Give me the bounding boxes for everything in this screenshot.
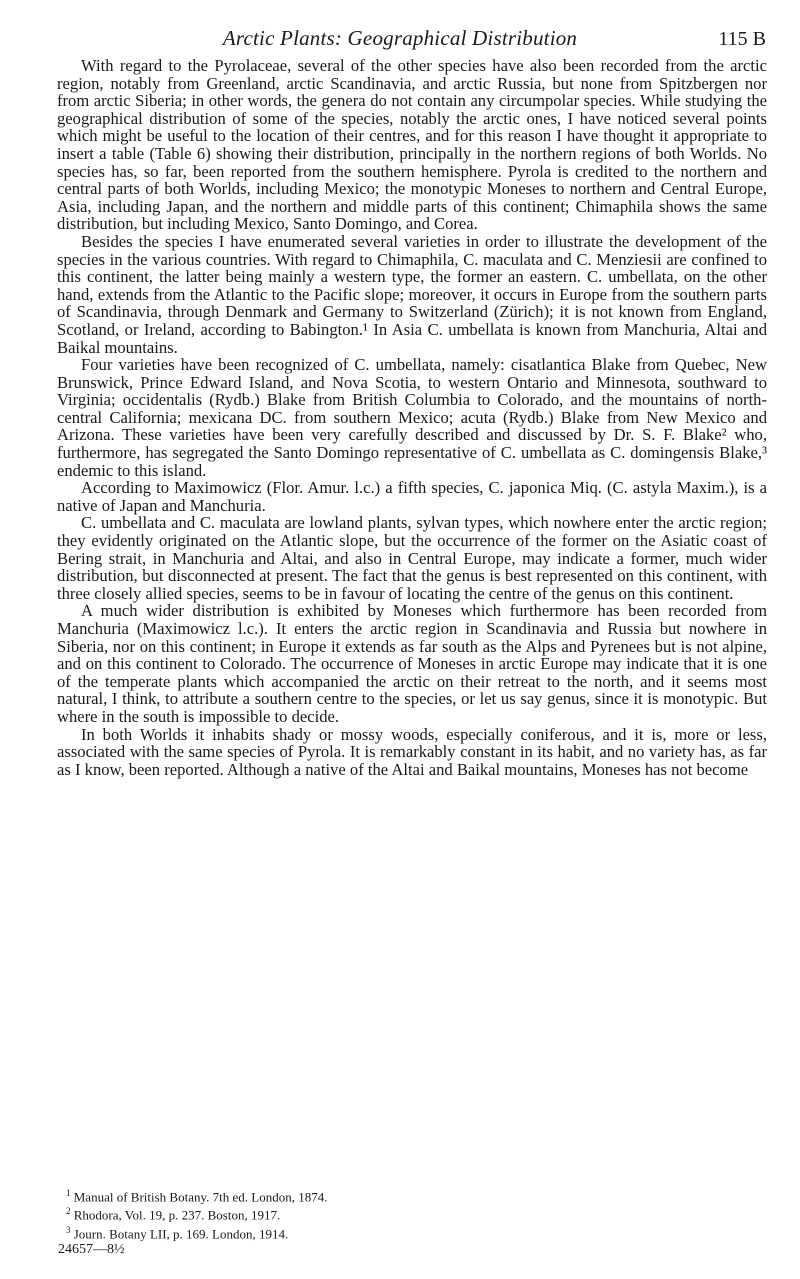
paragraph-moneses-distribution: A much wider distribution is exhibited by Moneses which furthermore has been recorded from Manchuria (Maximowicz l.c.). It enters the arctic region in Scandinavia and Russia but nowhere in Siberia, nor on this continent; in Europe it extends as far south as the Alps and Pyrenees but is not alpine, and on this continent to Colorado. The occurrence of Moneses in arctic Europe may indicate that it is one of the temperate plants which accompanied the arctic on their retreat to the north, and it seems most natural, I think, to attribute a southern centre to the species, or let us say genus, since it is monotypic. But where in the south is impossible to decide. bbox=[57, 601, 767, 726]
paragraph-pyrolaceae-distribution: With regard to the Pyrolaceae, several of the other species have also been recorded from the arctic region, notably from Greenland, arctic Scandinavia, and arctic Russia, but none from Spitzbergen nor from arctic Siberia; in other words, the genera do not contain any circumpolar species. While studying the geographical distribution of some of the species, notably the arctic ones, I have noticed several points which might be useful to the location of their centres, and for this reason I have thought it appropriate to insert a table (Table 6) showing their distribution, principally in the northern regions of both Worlds. No species has, so far, been reported from the southern hemisphere. Pyrola is credited to the northern and central parts of both Worlds, including Mexico; the monotypic Moneses to northern and Central Europe, Asia, including Japan, and the northern and middle parts of this continent; Chimaphila shows the same distribution, but including Mexico, Santo Domingo, and Corea. bbox=[57, 56, 767, 234]
footnote bbox=[66, 1204, 658, 1222]
paragraph-umbellata-varieties: Four varieties have been recognized of C. umbellata, namely: cisatlantica Blake from Quebec, New Brunswick, Prince Edward Island, and Nova Scotia, to western Ontario and Minnesota, southward to Virginia; occidentalis (Rydb.) Blake from British Columbia to Colorado, and the mountains of north-central California; mexicana DC. from southern Mexico; acuta (Rydb.) Blake from New Mexico and Arizona. These varieties have been very carefully described and discussed by Dr. S. F. Blake² who, furthermore, has segregated the Santo Domingo representative of C. umbellata as C. domingensis Blake,³ endemic to this island. bbox=[57, 355, 767, 480]
footnotes bbox=[58, 1186, 658, 1257]
paragraph-lowland-types: C. umbellata and C. maculata are lowland plants, sylvan types, which nowhere enter the arctic region; they evidently originated on the Atlantic slope, but the occurrence of the former on the Asiatic coast of Bering strait, in Manchuria and Altai, and also in Central Europe, may indicate a former, much wider distribution, but disconnected at present. The fact that the genus is best represented on this continent, with three closely allied species, seems to be in favour of locating the centre of the genus on this continent. bbox=[57, 513, 767, 603]
footnote bbox=[66, 1186, 658, 1204]
footnote-mark: 1 bbox=[66, 1188, 71, 1198]
footnote-text: Rhodora, Vol. 19, p. 237. Boston, 1917. bbox=[73, 1207, 281, 1223]
footnote-text: Journ. Botany LII, p. 169. London, 1914. bbox=[73, 1225, 289, 1241]
paragraph-japonica: According to Maximowicz (Flor. Amur. l.c.) a fifth species, C. japonica Miq. (C. astyla Maxim.), is a native of Japan and Manchuria. bbox=[57, 478, 767, 515]
footnote-mark: 2 bbox=[66, 1206, 71, 1217]
body-text bbox=[57, 57, 767, 778]
paragraph-chimaphila-species: Besides the species I have enumerated several varieties in order to illustrate the development of the species in the various countries. With regard to Chimaphila, C. maculata and C. Menziesii are confined to this continent, the latter being mainly a western type, the former an eastern. C. umbellata, on the other hand, extends from the Atlantic to the Pacific slope; moreover, it occurs in Europe from the southern parts of Scandinavia, through Denmark and Germany to Switzerland (Zürich); it is not known from England, Scotland, or Ireland, according to Babington.¹ In Asia C. umbellata is known from Manchuria, Altai and Baikal mountains. bbox=[57, 231, 767, 357]
footnote bbox=[66, 1223, 658, 1241]
running-title: Arctic Plants: Geographical Distribution bbox=[222, 26, 578, 50]
running-head bbox=[0, 16, 800, 56]
page-number: 115 B bbox=[718, 28, 766, 50]
print-code: 24657—8½ bbox=[58, 1241, 125, 1257]
footnote-text: Manual of British Botany. 7th ed. London, 1874. bbox=[73, 1189, 328, 1205]
footnote-mark: 3 bbox=[66, 1224, 71, 1235]
paragraph-moneses-habitat: In both Worlds it inhabits shady or mossy woods, especially coniferous, and it is, more or less, associated with the same species of Pyrola. It is remarkably constant in its habit, and no variety has, as far as I know, been reported. Although a native of the Altai and Baikal mountains, Moneses has not become bbox=[57, 724, 767, 779]
